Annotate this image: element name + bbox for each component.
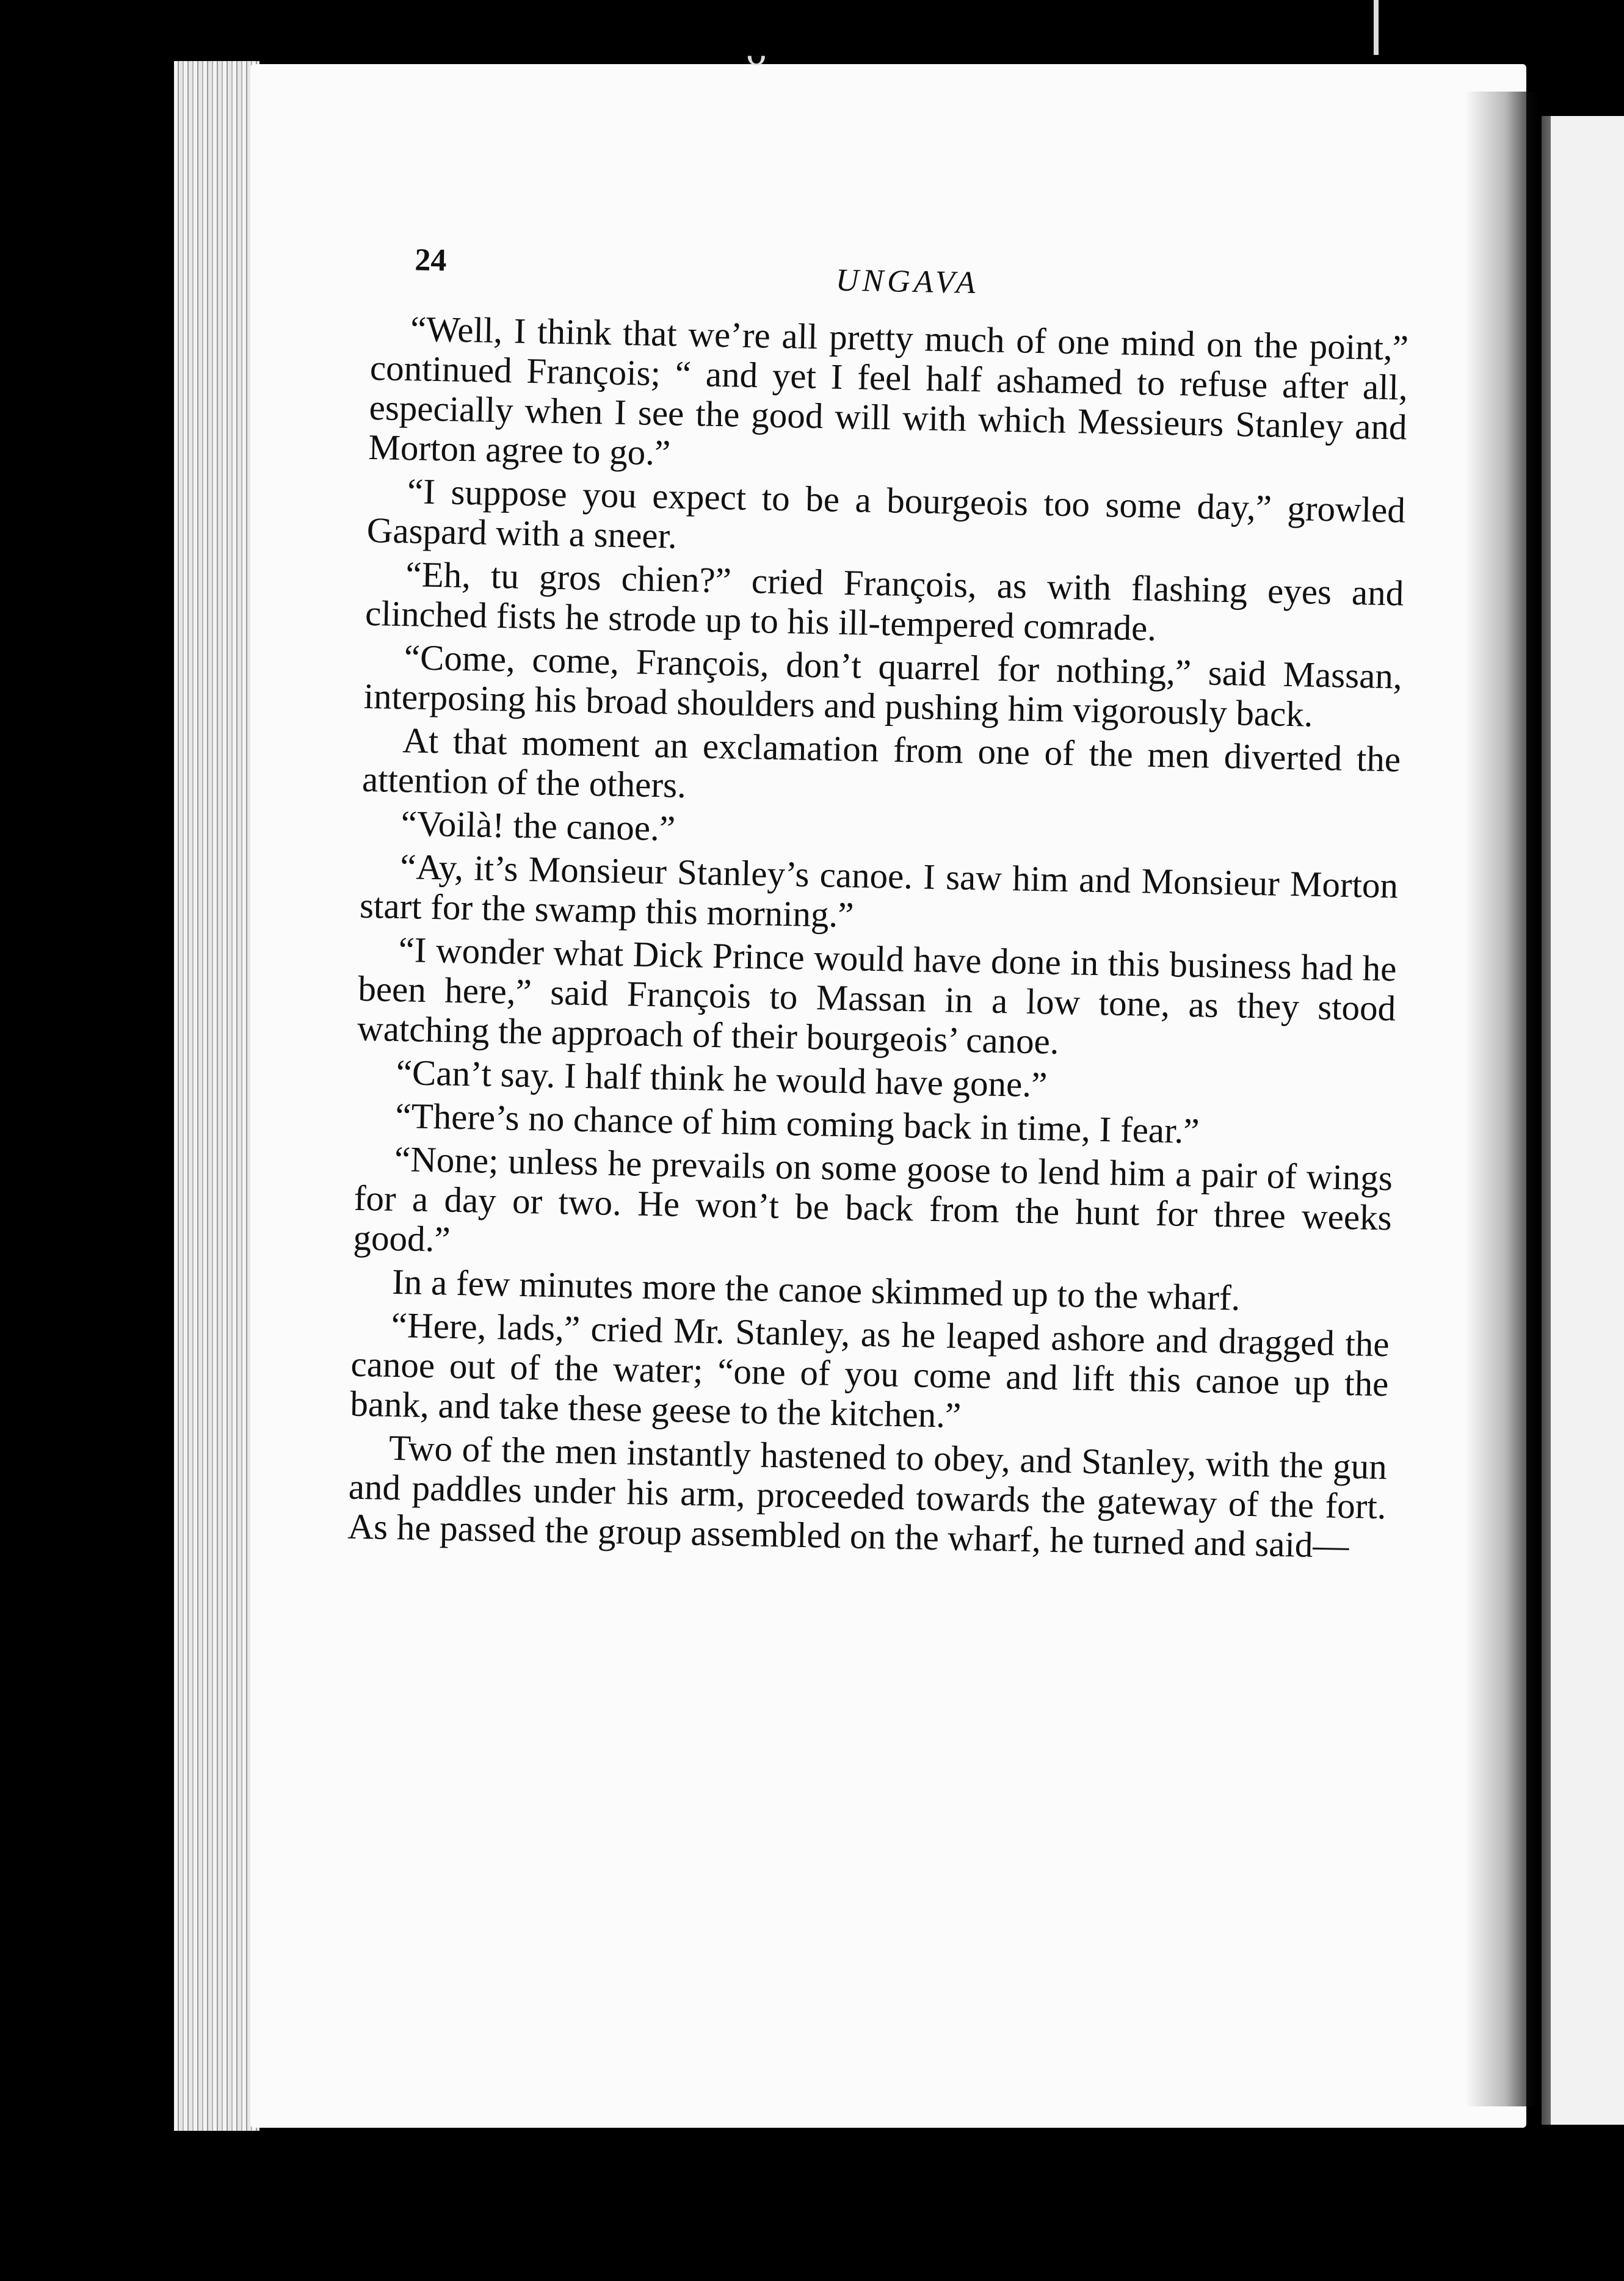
running-title: UNGAVA [835,263,980,301]
paragraph: “I suppose you expect to be a bourgeois too some day,” growled Gaspard with a sneer. [366,471,1406,556]
paragraph: “Ay, it’s Monsieur Stanley’s canoe. I saw him and Monsieur Morton start for the swamp this morning.” [359,846,1399,935]
paragraph: “Voilà! the canoe.” [401,803,676,849]
paragraph: “Here, lads,” cried Mr. Stanley, as he leaped ashore and dragged the canoe out of the water; “one of you come and lift this canoe up the bank, and take these geese to the kitchen.” [349,1304,1390,1435]
scan-mark: ᴗ [746,34,767,73]
paragraph: At that moment an exclamation from one of the men diverted the attention of the others. [361,720,1401,806]
paragraph: “Can’t say. I half think he would have gone.” [396,1052,1048,1105]
paragraph: “Eh, tu gros chien?” cried François, as with flashing eyes and clinched fists he strode up to his ill-tempered comrade. [364,554,1404,648]
paragraph: Two of the men instantly hastened to obey, and Stanley, with the gun and paddles under his arm, proceeded towards the gateway of the fort. As he passed the group assembled on the wharf, he turned and said— [347,1427,1388,1566]
paragraph: “There’s no chance of him coming back in time, I fear.” [394,1095,1200,1151]
paragraph: “Come, come, François, don’t quarrel for nothing,” said Massan, interposing his broad shoulders and pushing him vigorously back. [363,637,1403,734]
paragraph: “Well, I think that we’re all pretty much of one mind on the point,” continued François; “ and yet I feel half ashamed to refuse after all, especially when I see the good will with which Messieurs Stanley and Morton agree to go.” [368,308,1409,473]
paragraph: “None; unless he prevails on some goose to lend him a pair of wings for a day or two. He won’t be back from the hunt for three weeks good.” [353,1138,1393,1260]
page-number: 24 [414,242,447,278]
gutter-shadow [1465,92,1539,2106]
next-page-edge [1551,116,1624,2125]
page-text [347,241,1410,1570]
scan-mark-right [1374,0,1379,55]
paragraph: “I wonder what Dick Prince would have done in this business had he been here,” said François to Massan in a low tone, as they stood watching the approach of their bourgeois’ canoe. [357,929,1397,1062]
paragraph: In a few minutes more the canoe skimmed up to the wharf. [391,1261,1241,1318]
page-edges [174,61,259,2131]
